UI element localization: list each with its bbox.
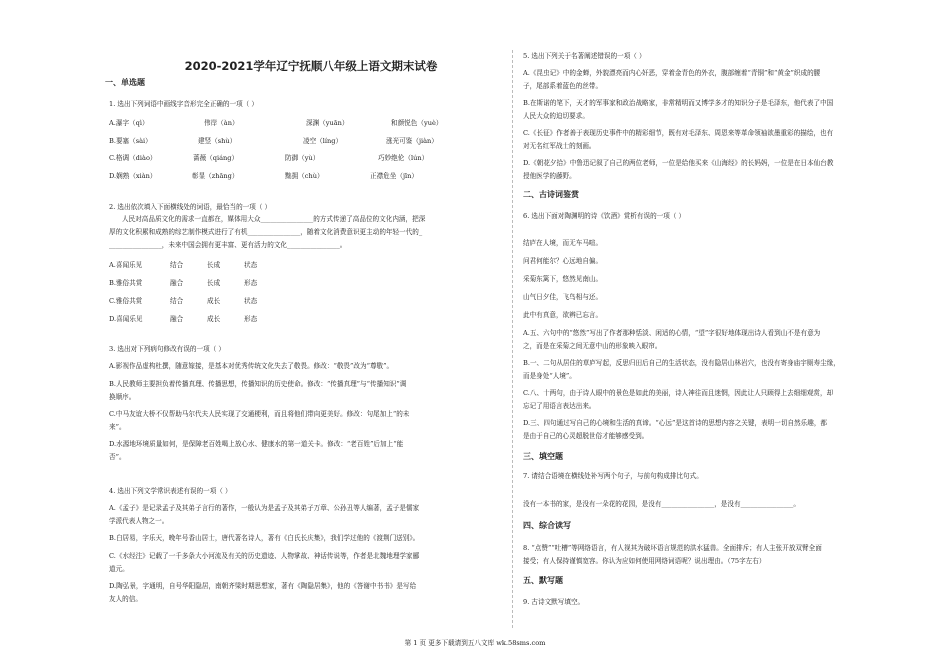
q3-option-b-line1: B.人民教师主要担负着传播真理、传播思想，传播知识的历史使命。修改：“传播真理”与“传播知识”调 [109, 380, 407, 388]
q7-body: 没有一本书的家，是没有一朵花的花园，是没有________________，是没有________________。 [523, 500, 800, 508]
poem-line: 采菊东篱下，悠然见南山。 [523, 275, 603, 283]
q1-option-b1: B.要塞（sài） [109, 137, 152, 145]
q5-stem: 5. 选出下列关于名著阐述错误的一项（ ） [523, 52, 646, 60]
q1-option-a2: 伟岸（àn） [204, 119, 239, 127]
q4-option-b: B.白居易，字乐天，晚年号香山居士，唐代著名诗人，著有《白氏长庆集》，我们学过他的《渡荆门送别》。 [109, 534, 420, 542]
q6-option-a-line2: 之，而是在采菊之间无意中山的形象映入眼帘。 [523, 342, 662, 350]
q3-stem: 3. 选出对下列病句修改有误的一项（ ） [109, 345, 225, 353]
q8-line1: 8. “点赞”“吐槽”等网络语言，有人视其为破坏语言规范的洪水猛兽。全面排斥；有人主张开放双臂全面 [523, 544, 822, 552]
q5-option-a-line2: 子，尾部系着蓝色的丝带。 [523, 82, 603, 90]
q6-option-b-line1: B.一、二句从居住的草庐写起，反思归田后自己的生活状态，没有隐居山林岩穴，也没有寄身庙宇厕寿尘缘， [523, 359, 840, 367]
q2-option-b4: 形态 [244, 279, 258, 287]
q3-option-c-line2: 来”。 [109, 423, 126, 431]
q3-option-b-line2: 换顺序。 [109, 393, 136, 401]
q2-option-b2: 融合 [170, 279, 184, 287]
q1-option-b2: 建竖（shù） [198, 137, 237, 145]
section-heading-dictation: 五、默写题 [523, 576, 563, 585]
q6-option-a-line1: A.五、六句中的“悠然”写出了作者那种恬淡、闲适的心情，“望”字很好地体现出诗人看到山不是有意为 [523, 329, 821, 337]
q2-option-d3: 成长 [207, 315, 221, 323]
q9-stem: 9. 古诗文默写填空。 [523, 598, 585, 606]
q2-option-c1: C.雅俗共赏 [109, 297, 143, 305]
q2-option-d2: 融合 [170, 315, 184, 323]
q4-option-a-line2: 学派代表人物之一。 [109, 517, 169, 525]
q2-option-b3: 长成 [207, 279, 221, 287]
q8-line2: 接受；有人保持谨慎宽容。你认为应如何使用网络词语呢？说出理由。（75字左右） [523, 557, 766, 565]
q6-stem: 6. 选出下面对陶渊明的诗《饮酒》赏析有误的一项（ ） [523, 212, 686, 220]
q1-option-c4: 巧妙绝伦（lún） [378, 154, 429, 162]
q1-option-b4: 涨光可鉴（jiàn） [386, 137, 438, 145]
q6-option-d-line2: 是由于自己的心灵超脱世俗才能够感受到。 [523, 432, 649, 440]
q4-option-a-line1: A.《孟子》是记录孟子及其弟子言行的著作，一般认为是孟子及其弟子万章、公孙丑等人编著，孟子是儒家 [109, 504, 420, 512]
poem-line: 问君何能尔？心远地自偏。 [523, 257, 603, 265]
q4-option-d-line2: 友人的信。 [109, 595, 142, 603]
section-heading-single-choice: 一、单选题 [105, 78, 145, 87]
q5-option-b-line2: 人民大众的迫切要求。 [523, 112, 589, 120]
q2-passage-line3: ________________，未来中国会拥有更丰富、更有活力的文化________________。 [109, 241, 347, 249]
q3-option-d-line1: D.水源地环境质量如何，是保障老百姓喝上放心水、健康水的第一道关卡。修改：“老百姓”后加上“能 [109, 440, 404, 448]
section-heading-poetry: 二、古诗词鉴赏 [523, 190, 579, 199]
q7-stem: 7. 请结合语境在横线处补写两个句子，与前句构成排比句式。 [523, 472, 703, 480]
q1-option-d2: 彰显（zhāng） [192, 172, 239, 180]
q3-option-a: A.影视作品虚构杜撰，随意嫁接，是基本对优秀传统文化失去了敬畏。修改：“敬畏”改为“尊敬”。 [109, 362, 394, 370]
q5-option-d-line2: 授他医学的藤野。 [523, 172, 576, 180]
q1-option-a3: 深渊（yuān） [306, 119, 349, 127]
column-divider [512, 50, 513, 628]
poem-line: 结庐在人境，而无车马喧。 [523, 239, 603, 247]
q5-option-b-line1: B.在斯诺的笔下，天才的军事家和政治战略家，非常精明而又博学多才的知识分子是毛泽东，他代表了中国 [523, 99, 834, 107]
q5-option-c-line2: 对无名红军战士的刻画。 [523, 142, 596, 150]
q5-option-a-line1: A.《昆虫记》中的金蝉，外貌漂亮而内心奸恶，穿着金青色的外衣，腹部缠着“青铜”和“黄金”织成的腰 [523, 69, 821, 77]
page-footer: 第 1 页 更多下载请到五八文库 wk.58sms.com [404, 639, 546, 647]
q6-option-c-line1: C.八、十两句，由于诗人眼中的景色是如此的美丽，诗人神往而且迷惘，因此让人只顾得上去细细观赏，却 [523, 389, 834, 397]
q2-option-a2: 结合 [170, 261, 184, 269]
q1-stem: 1. 选出下列词语中画线字音形完全正确的一项（ ） [109, 100, 258, 108]
section-heading-reading-writing: 四、综合读写 [523, 521, 571, 530]
page-title: 2020-2021学年辽宁抚顺八年级上语文期末试卷 [184, 59, 438, 73]
q2-passage-line1: 人民对高品质文化的需求一直都在，媒体用大众________________的方式传递了高品位的文化内涵，把深 [122, 215, 426, 223]
q1-option-a1: A.瀑字（qì） [109, 119, 149, 127]
q4-option-d-line1: D.陶弘景，字通明，自号华阳隐居，南朝齐梁时期思想家，著有《陶隐居集》，他的《答谢中书书》是写给 [109, 582, 417, 590]
q2-option-b1: B.雅俗共赏 [109, 279, 143, 287]
q2-option-d1: D.喜闻乐见 [109, 315, 143, 323]
q6-option-c-line2: 忘记了用语言表达出来。 [523, 402, 596, 410]
q2-option-d4: 形态 [244, 315, 258, 323]
q1-option-c2: 蔷薇（qiáng） [193, 154, 239, 162]
poem-line: 山气日夕佳，飞鸟相与还。 [523, 293, 603, 301]
q1-option-a4: 和颜悦色（yuè） [391, 119, 443, 127]
q1-option-b3: 凌空（líng） [303, 137, 343, 145]
q2-option-a4: 状态 [244, 261, 258, 269]
q2-option-a3: 长成 [207, 261, 221, 269]
q6-option-b-line2: 而是身处“人境”。 [523, 372, 576, 380]
q2-option-c4: 状态 [244, 297, 258, 305]
q2-stem: 2. 选出依次填入下面横线处的词语，最恰当的一项（ ） [109, 203, 272, 211]
q4-option-c-line2: 道元。 [109, 565, 129, 573]
q4-stem: 4. 选出下列文学常识表述有误的一项（ ） [109, 487, 232, 495]
q1-option-c1: C.格调（diào） [109, 154, 157, 162]
q1-option-d1: D.娴熟（xiàn） [109, 172, 157, 180]
section-heading-fill-blank: 三、填空题 [523, 452, 563, 461]
q6-option-d-line1: D.三、四句通过写自己的心境和生活的真谛。“心远”是这首诗的思想内容之关键，表明一切自然乐趣，都 [523, 419, 828, 427]
poem-line: 此中有真意，欲辨已忘言。 [523, 311, 603, 319]
q5-option-d-line1: D.《朝花夕拾》中鲁迅记叙了自己的两位老师，一位是给他买来《山海经》的长妈妈，一位是在日本仙台教 [523, 159, 834, 167]
q2-option-c2: 结合 [170, 297, 184, 305]
q3-option-c-line1: C.中马友谊大桥不仅帮助马尔代夫人民实现了交通梗利，而且将他们带向更美好。修改：句尾加上“的未 [109, 410, 410, 418]
q1-option-d3: 黜拥（chù） [285, 172, 324, 180]
q5-option-c-line1: C.《长征》作者善于表现历史事件中的精彩细节，既有对毛泽东、周恩来等革命领袖欲墨重彩的描绘，也有 [523, 129, 834, 137]
q2-passage-line2: 厚的文化积累和成熟的综艺制作模式进行了有机________________，随着文化消费意识更主动的年轻一代的_ [109, 228, 423, 236]
q2-option-a1: A.喜闻乐见 [109, 261, 143, 269]
q2-option-c3: 成长 [207, 297, 221, 305]
q1-option-d4: 正襟危坐（jīn） [370, 172, 418, 180]
q4-option-c-line1: C.《水经注》记载了一千多条大小河流及有关的历史遗迹、人物掌故、神话传说等，作者是北魏地理学家郦 [109, 552, 420, 560]
q1-option-c3: 防御（yù） [285, 154, 320, 162]
q3-option-d-line2: 否”。 [109, 453, 126, 461]
